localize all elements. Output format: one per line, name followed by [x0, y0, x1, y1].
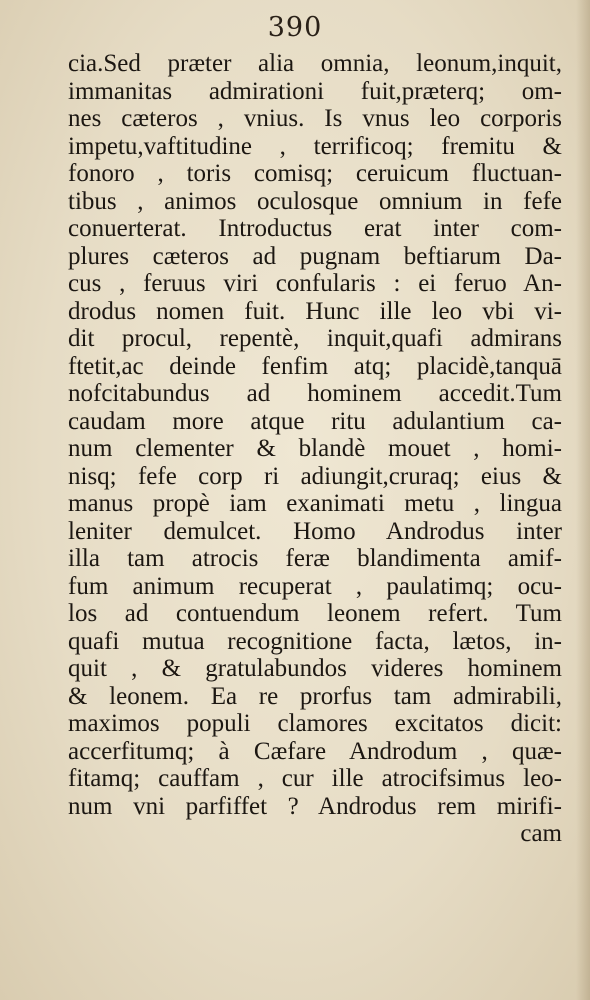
text-line: nofcitabundus ad hominem accedit.Tum [68, 380, 562, 407]
text-line: leniter demulcet. Homo Androdus inter [68, 517, 562, 545]
text-line: ftetit,ac deinde fenfim atq; placidè,tanquā [68, 352, 562, 380]
text-line: & leonem. Ea re prorfus tam admirabili, [68, 682, 562, 710]
text-line: cia.Sed præter alia omnia, leonum,inquit, [68, 50, 562, 77]
text-line: tibus , animos oculosque omnium in fefe [68, 187, 562, 215]
text-line: impetu,vaftitudine , terrificoq; fremitu & [68, 132, 562, 160]
text-line: illa tam atrocis feræ blandimenta amif- [68, 545, 562, 572]
text-line: immanitas admirationi fuit,præterq; om- [68, 77, 562, 105]
text-line: plures cæteros ad pugnam beftiarum Da- [68, 242, 562, 270]
text-line: manus propè iam exanimati metu , lingua [68, 490, 562, 517]
text-line: fitamq; cauffam , cur ille atrocifsimus leo- [68, 765, 562, 792]
text-line: drodus nomen fuit. Hunc ille leo vbi vi- [68, 297, 562, 325]
text-line: num vni parfiffet ? Androdus rem mirifi- [68, 792, 562, 820]
page-number: 390 [267, 12, 323, 43]
text-line: maximos populi clamores excitatos dicit: [68, 710, 562, 737]
text-line: cus , feruus viri confularis : ei feruo An- [68, 270, 562, 297]
text-line: los ad contuendum leonem refert. Tum [68, 600, 562, 627]
body-text [68, 50, 562, 848]
text-line: caudam more atque ritu adulantium ca- [68, 407, 562, 435]
text-line: quit , & gratulabundos videres hominem [68, 655, 562, 682]
text-line: accerfitumq; à Cæfare Androdum , quæ- [68, 737, 562, 765]
text-line: quafi mutua recognitione facta, lætos, in- [68, 627, 562, 655]
page-edge-shadow [576, 0, 590, 1000]
catchword: cam [520, 820, 562, 847]
text-line: fonoro , toris comisq; ceruicum fluctuan- [68, 160, 562, 187]
text-line: nes cæteros , vnius. Is vnus leo corporis [68, 105, 562, 132]
text-line: num clementer & blandè mouet , homi- [68, 435, 562, 462]
text-line: conuerterat. Introductus erat inter com- [68, 215, 562, 242]
text-line: nisq; fefe corp ri adiungit,cruraq; eius & [68, 462, 562, 490]
text-line: fum animum recuperat , paulatimq; ocu- [68, 572, 562, 600]
text-line: dit procul, repentè, inquit,quafi admirans [68, 325, 562, 352]
